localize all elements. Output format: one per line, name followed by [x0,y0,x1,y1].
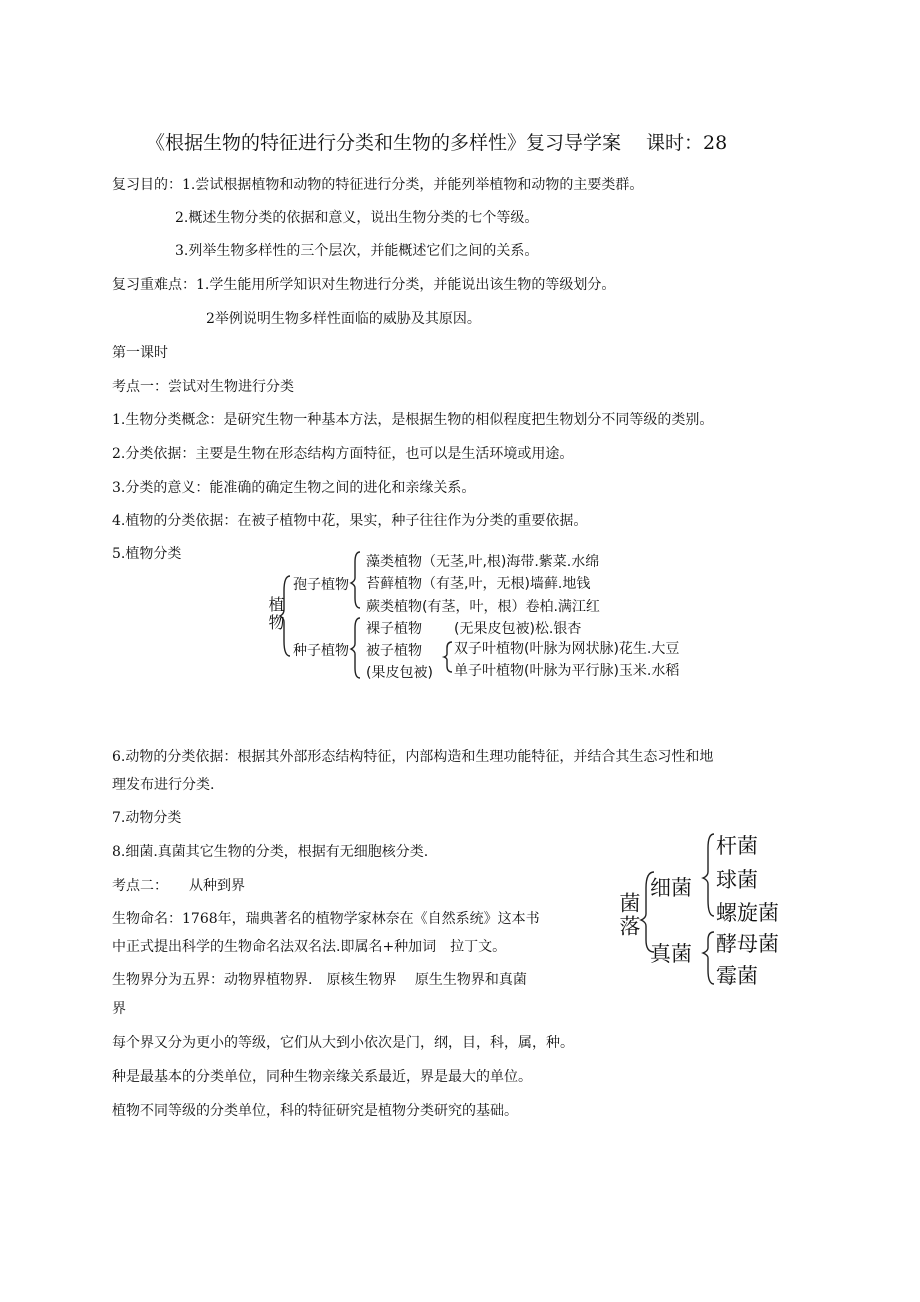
naming-line-2: 中正式提出科学的生物命名法双名法.即属名+种加词 拉丁文。 [112,939,507,955]
paragraph-7: 7.动物分类 [112,810,182,826]
goals-line-2: 2.概述生物分类的依据和意义，说出生物分类的七个等级。 [175,210,539,226]
paragraph-3: 3.分类的意义：能准确的确定生物之间的进化和亲缘关系。 [112,480,476,496]
paragraph-8: 8.细菌.真菌其它生物的分类，根据有无细胞核分类. [112,844,429,860]
paragraph-5: 5.植物分类 [112,546,182,562]
yeast-label: 酵母菌 [716,932,779,956]
gymnosperm-desc: (无果皮包被)松.银杏 [454,621,582,637]
section2-heading: 考点二： 从种到界 [112,878,245,894]
bacteria-brace [703,834,714,916]
fern-label: 蕨类植物(有茎，叶，根）卷柏.满江红 [366,599,600,615]
seed-plants-label: 种子植物 [293,643,349,659]
spiral-bacteria-label: 螺旋菌 [716,901,779,925]
mold-label: 霉菌 [716,964,758,988]
species-line: 种是最基本的分类单位，同种生物亲缘关系最近，界是最大的单位。 [112,1069,532,1085]
ranks-line: 每个界又分为更小的等级，它们从大到小依次是门，纲，目，科，属，种。 [112,1035,574,1051]
monocot-label: 单子叶植物(叶脉为平行脉)玉米.水稻 [454,663,680,679]
spore-plants-label: 孢子植物 [293,577,349,593]
kingdoms-line-2: 界 [112,1001,126,1017]
gymnosperm-label: 裸子植物 [366,621,422,637]
paragraph-6b: 理发布进行分类. [112,777,215,793]
angio-brace [444,642,452,672]
rod-bacteria-label: 杆菌 [716,834,758,858]
coccus-label: 球菌 [716,868,758,892]
plant-root-label: 植物 [266,596,285,632]
fungi-brace [703,932,714,984]
algae-label: 藻类植物（无茎,叶,根)海带.紫菜.水绵 [366,554,600,570]
naming-line-1: 生物命名：1768年，瑞典著名的植物学家林奈在《自然系统》这本书 [112,911,540,927]
bacteria-label: 细菌 [650,876,692,900]
dicot-label: 双子叶植物(叶脉为网状脉)花生.大豆 [454,641,680,657]
seed-brace [351,618,360,678]
fungi-label: 真菌 [650,942,692,966]
section1-heading: 考点一：尝试对生物进行分类 [112,379,294,395]
page-title: 《根据生物的特征进行分类和生物的多样性》复习导学案 课时：28 [146,132,728,154]
kingdoms-line-1: 生物界分为五界：动物界植物界. 原核生物界 原生生物界和真菌 [112,972,527,988]
paragraph-4: 4.植物的分类依据：在被子植物中花，果实，种子往往作为分类的重要依据。 [112,513,588,529]
keypoints-line-1: 复习重难点：1.学生能用所学知识对生物进行分类，并能说出该生物的等级划分。 [112,277,616,293]
colony-classification-diagram [610,828,800,988]
paragraph-1: 1.生物分类概念：是研究生物一种基本方法，是根据生物的相似程度把生物划分不同等级的类别。 [112,412,714,428]
colony-root-label: 菌落 [617,892,641,938]
keypoints-line-2: 2举例说明生物多样性面临的威胁及其原因。 [206,311,481,327]
paragraph-6a: 6.动物的分类依据：根据其外部形态结构特征，内部构造和生理功能特征，并结合其生态习性和地 [112,749,714,765]
moss-label: 苔藓植物（有茎,叶，无根)墙藓.地钱 [366,576,591,592]
spore-brace [351,552,360,608]
lesson-label: 第一课时 [112,345,168,361]
angiosperm-desc: (果皮包被) [366,665,433,681]
angiosperm-label: 被子植物 [366,643,422,659]
goals-line-3: 3.列举生物多样性的三个层次，并能概述它们之间的关系。 [175,243,539,259]
family-line: 植物不同等级的分类单位，科的特征研究是植物分类研究的基础。 [112,1103,518,1119]
goals-line-1: 复习目的：1.尝试根据植物和动物的特征进行分类，并能列举植物和动物的主要类群。 [112,177,644,193]
paragraph-2: 2.分类依据：主要是生物在形态结构方面特征，也可以是生活环境或用途。 [112,446,574,462]
plant-classification-diagram [262,546,712,686]
